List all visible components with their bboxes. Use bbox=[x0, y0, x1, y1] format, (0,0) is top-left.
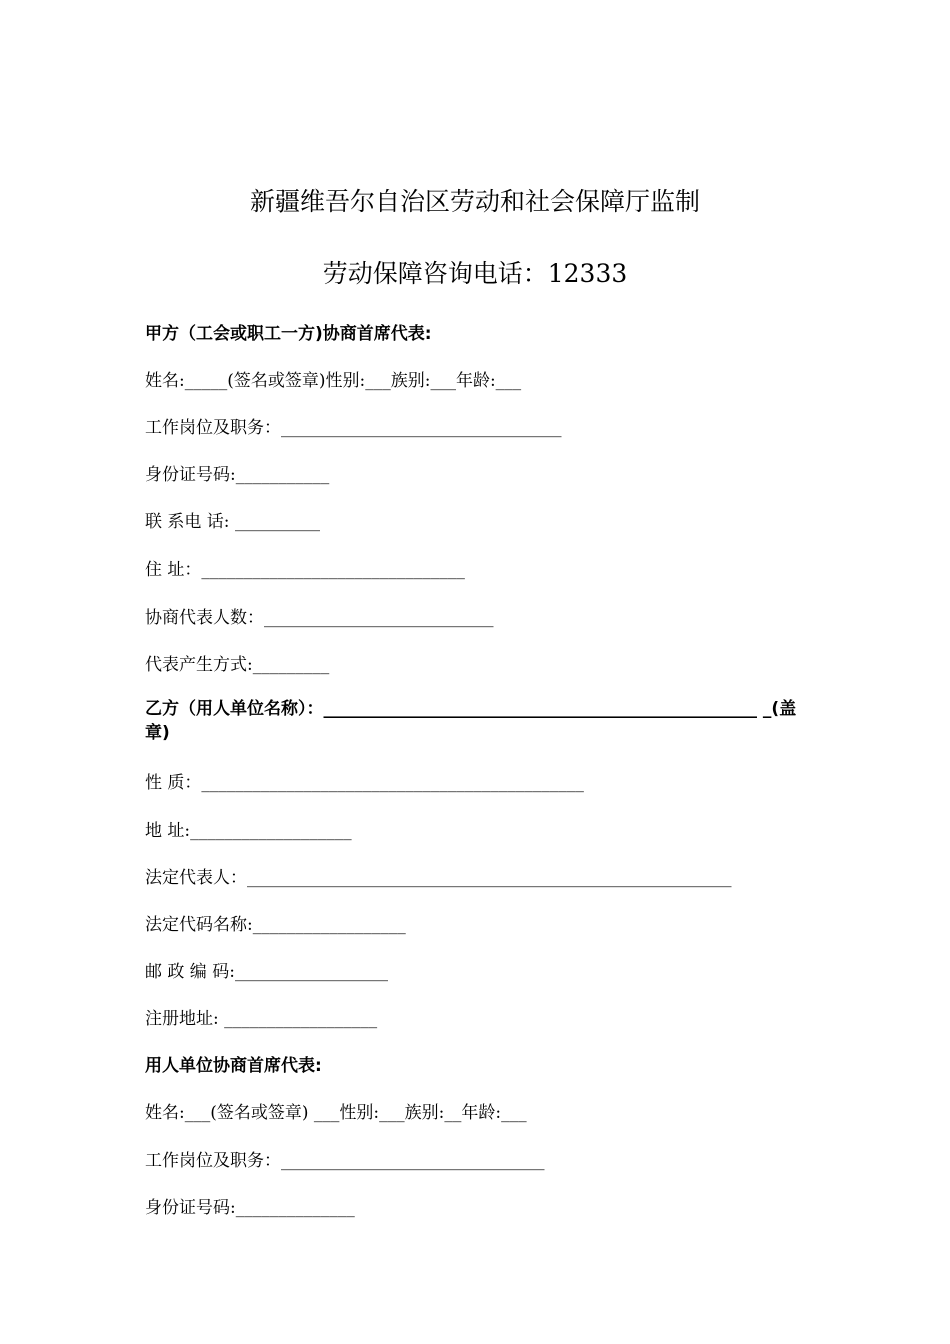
party-b-legal-code: 法定代码名称:__________________ bbox=[145, 915, 406, 935]
party-b-heading: 乙方（用人单位名称）：___________________________________________________ _(盖章) bbox=[145, 699, 797, 743]
employer-rep-id-number: 身份证号码:______________ bbox=[145, 1198, 355, 1218]
party-a-rep-count: 协商代表人数：___________________________ bbox=[145, 608, 494, 628]
employer-rep-position: 工作岗位及职务：_______________________________ bbox=[145, 1151, 545, 1171]
party-b-nature: 性 质：_____________________________________________ bbox=[145, 773, 584, 793]
party-a-id-number: 身份证号码:___________ bbox=[145, 465, 330, 485]
party-a-position: 工作岗位及职务：_________________________________ bbox=[145, 418, 562, 438]
party-a-rep-method: 代表产生方式:_________ bbox=[145, 655, 330, 675]
party-a-heading: 甲方（工会或职工一方)协商首席代表: bbox=[145, 324, 432, 344]
party-b-postcode: 邮 政 编 码:__________________ bbox=[145, 962, 388, 982]
party-a-address: 住 址：_______________________________ bbox=[145, 560, 465, 580]
supervisor-title: 新疆维吾尔自治区劳动和社会保障厅监制 bbox=[249, 187, 700, 216]
party-b-address: 地 址:___________________ bbox=[145, 821, 352, 841]
hotline-title: 劳动保障咨询电话：12333 bbox=[322, 259, 628, 288]
party-a-name-line: 姓名:_____(签名或签章)性别:___族别:___年龄:___ bbox=[145, 371, 522, 391]
employer-rep-name-line: 姓名:___(签名或签章) ___性别:___族别:__年龄:___ bbox=[145, 1103, 527, 1123]
employer-rep-heading: 用人单位协商首席代表: bbox=[145, 1056, 322, 1076]
party-b-legal-rep: 法定代表人：_________________________________________________________ bbox=[145, 868, 732, 888]
party-b-reg-address: 注册地址: __________________ bbox=[145, 1009, 378, 1029]
party-a-phone: 联 系电 话: __________ bbox=[145, 512, 320, 532]
